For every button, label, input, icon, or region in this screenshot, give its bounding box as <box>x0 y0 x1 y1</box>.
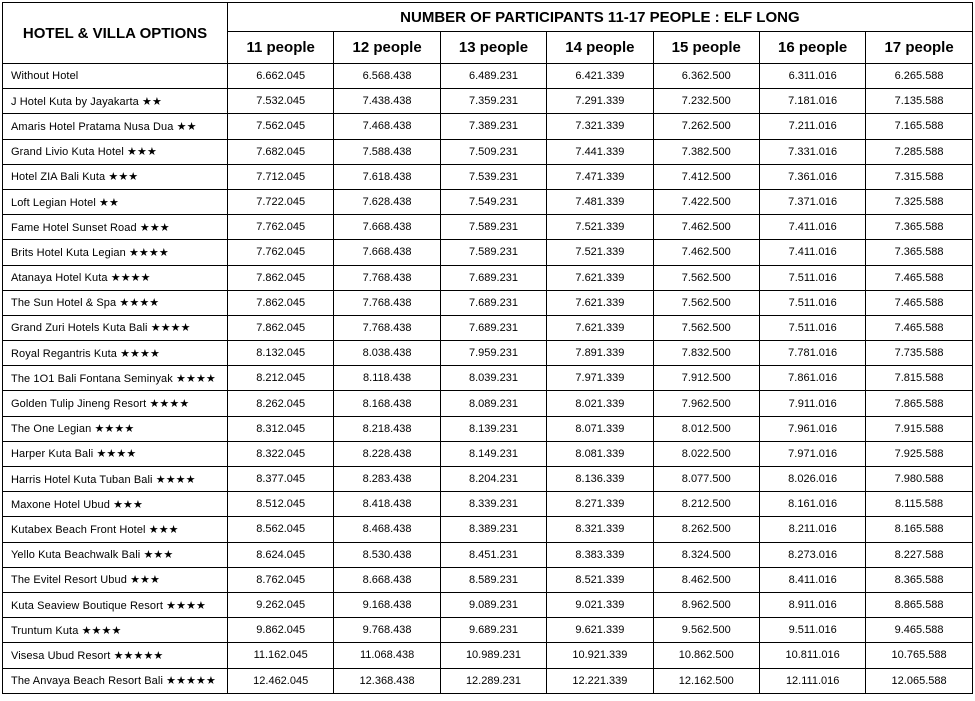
hotel-name-cell: Amaris Hotel Pratama Nusa Dua ★★ <box>3 114 228 139</box>
price-cell: 7.768.438 <box>334 265 440 290</box>
price-cell: 7.621.339 <box>547 315 653 340</box>
hotel-name-cell: Golden Tulip Jineng Resort ★★★★ <box>3 391 228 416</box>
price-cell: 9.862.045 <box>228 618 334 643</box>
table-row <box>3 164 973 189</box>
price-cell: 12.368.438 <box>334 668 440 693</box>
price-cell: 7.781.016 <box>759 341 865 366</box>
price-cell: 11.068.438 <box>334 643 440 668</box>
price-cell: 8.339.231 <box>440 492 546 517</box>
price-cell: 8.324.500 <box>653 542 759 567</box>
price-cell: 7.915.588 <box>866 416 972 441</box>
price-cell: 8.462.500 <box>653 567 759 592</box>
hotel-name-cell: Royal Regantris Kuta ★★★★ <box>3 341 228 366</box>
hotel-name-cell: Fame Hotel Sunset Road ★★★ <box>3 215 228 240</box>
table-row <box>3 592 973 617</box>
price-cell: 8.012.500 <box>653 416 759 441</box>
price-cell: 9.262.045 <box>228 592 334 617</box>
price-cell: 8.530.438 <box>334 542 440 567</box>
price-cell: 8.521.339 <box>547 567 653 592</box>
price-cell: 6.489.231 <box>440 64 546 89</box>
price-cell: 8.139.231 <box>440 416 546 441</box>
price-cell: 8.418.438 <box>334 492 440 517</box>
table-row <box>3 391 973 416</box>
price-cell: 7.325.588 <box>866 189 972 214</box>
price-cell: 7.925.588 <box>866 441 972 466</box>
price-cell: 12.111.016 <box>759 668 865 693</box>
price-cell: 7.959.231 <box>440 341 546 366</box>
table-row <box>3 114 973 139</box>
price-cell: 7.668.438 <box>334 240 440 265</box>
price-cell: 7.382.500 <box>653 139 759 164</box>
price-cell: 8.451.231 <box>440 542 546 567</box>
price-cell: 7.961.016 <box>759 416 865 441</box>
price-cell: 7.262.500 <box>653 114 759 139</box>
price-cell: 8.668.438 <box>334 567 440 592</box>
table-row <box>3 315 973 340</box>
price-cell: 8.273.016 <box>759 542 865 567</box>
price-cell: 8.321.339 <box>547 517 653 542</box>
price-cell: 9.465.588 <box>866 618 972 643</box>
table-row <box>3 139 973 164</box>
price-cell: 7.521.339 <box>547 240 653 265</box>
price-cell: 7.712.045 <box>228 164 334 189</box>
price-cell: 8.115.588 <box>866 492 972 517</box>
price-cell: 7.689.231 <box>440 290 546 315</box>
hotel-name-cell: Atanaya Hotel Kuta ★★★★ <box>3 265 228 290</box>
price-cell: 7.532.045 <box>228 89 334 114</box>
participants-header: NUMBER OF PARTICIPANTS 11-17 PEOPLE : ELF LONG <box>228 3 973 32</box>
column-header: 12 people <box>334 32 440 64</box>
price-cell: 8.624.045 <box>228 542 334 567</box>
header-row-main <box>3 3 973 32</box>
price-cell: 7.562.500 <box>653 290 759 315</box>
price-cell: 9.089.231 <box>440 592 546 617</box>
price-cell: 8.212.045 <box>228 366 334 391</box>
price-cell: 8.312.045 <box>228 416 334 441</box>
price-cell: 7.361.016 <box>759 164 865 189</box>
price-cell: 8.562.045 <box>228 517 334 542</box>
table-row <box>3 240 973 265</box>
price-cell: 7.689.231 <box>440 265 546 290</box>
price-cell: 8.389.231 <box>440 517 546 542</box>
price-cell: 7.291.339 <box>547 89 653 114</box>
price-cell: 7.562.045 <box>228 114 334 139</box>
price-cell: 10.921.339 <box>547 643 653 668</box>
price-cell: 7.471.339 <box>547 164 653 189</box>
price-cell: 7.465.588 <box>866 290 972 315</box>
price-cell: 8.132.045 <box>228 341 334 366</box>
hotel-options-header: HOTEL & VILLA OPTIONS <box>3 3 228 64</box>
column-header: 14 people <box>547 32 653 64</box>
price-cell: 7.735.588 <box>866 341 972 366</box>
hotel-name-cell: Kutabex Beach Front Hotel ★★★ <box>3 517 228 542</box>
price-cell: 7.722.045 <box>228 189 334 214</box>
price-cell: 8.383.339 <box>547 542 653 567</box>
price-cell: 8.165.588 <box>866 517 972 542</box>
column-header: 15 people <box>653 32 759 64</box>
table-row <box>3 441 973 466</box>
price-cell: 7.511.016 <box>759 290 865 315</box>
hotel-name-cell: Kuta Seaview Boutique Resort ★★★★ <box>3 592 228 617</box>
price-cell: 8.168.438 <box>334 391 440 416</box>
price-cell: 6.311.016 <box>759 64 865 89</box>
price-cell: 7.588.438 <box>334 139 440 164</box>
price-cell: 9.689.231 <box>440 618 546 643</box>
table-row <box>3 416 973 441</box>
price-cell: 7.389.231 <box>440 114 546 139</box>
price-cell: 7.511.016 <box>759 315 865 340</box>
price-cell: 12.289.231 <box>440 668 546 693</box>
price-cell: 10.765.588 <box>866 643 972 668</box>
table-row <box>3 89 973 114</box>
table-row <box>3 189 973 214</box>
price-cell: 8.271.339 <box>547 492 653 517</box>
price-cell: 8.228.438 <box>334 441 440 466</box>
price-cell: 7.411.016 <box>759 215 865 240</box>
hotel-name-cell: Loft Legian Hotel ★★ <box>3 189 228 214</box>
hotel-name-cell: Harper Kuta Bali ★★★★ <box>3 441 228 466</box>
price-cell: 8.865.588 <box>866 592 972 617</box>
table-body <box>3 64 973 694</box>
price-cell: 6.421.339 <box>547 64 653 89</box>
hotel-name-cell: The Sun Hotel & Spa ★★★★ <box>3 290 228 315</box>
price-cell: 8.262.500 <box>653 517 759 542</box>
hotel-name-cell: Yello Kuta Beachwalk Bali ★★★ <box>3 542 228 567</box>
price-cell: 7.441.339 <box>547 139 653 164</box>
price-cell: 7.618.438 <box>334 164 440 189</box>
price-cell: 7.980.588 <box>866 467 972 492</box>
price-cell: 6.568.438 <box>334 64 440 89</box>
hotel-name-cell: Without Hotel <box>3 64 228 89</box>
price-cell: 11.162.045 <box>228 643 334 668</box>
table-row <box>3 366 973 391</box>
hotel-name-cell: Grand Livio Kuta Hotel ★★★ <box>3 139 228 164</box>
price-cell: 8.411.016 <box>759 567 865 592</box>
price-cell: 7.589.231 <box>440 240 546 265</box>
price-cell: 9.562.500 <box>653 618 759 643</box>
price-cell: 8.022.500 <box>653 441 759 466</box>
table-row <box>3 467 973 492</box>
price-cell: 8.136.339 <box>547 467 653 492</box>
hotel-name-cell: The Evitel Resort Ubud ★★★ <box>3 567 228 592</box>
price-cell: 6.662.045 <box>228 64 334 89</box>
price-cell: 7.468.438 <box>334 114 440 139</box>
price-cell: 7.589.231 <box>440 215 546 240</box>
table-row <box>3 290 973 315</box>
price-cell: 7.865.588 <box>866 391 972 416</box>
price-cell: 7.911.016 <box>759 391 865 416</box>
price-cell: 7.668.438 <box>334 215 440 240</box>
price-cell: 8.081.339 <box>547 441 653 466</box>
price-cell: 7.621.339 <box>547 265 653 290</box>
price-cell: 7.562.500 <box>653 315 759 340</box>
price-cell: 8.218.438 <box>334 416 440 441</box>
price-cell: 9.511.016 <box>759 618 865 643</box>
price-cell: 7.682.045 <box>228 139 334 164</box>
hotel-name-cell: The Anvaya Beach Resort Bali ★★★★★ <box>3 668 228 693</box>
price-cell: 7.962.500 <box>653 391 759 416</box>
price-cell: 7.621.339 <box>547 290 653 315</box>
price-cell: 12.065.588 <box>866 668 972 693</box>
price-cell: 7.331.016 <box>759 139 865 164</box>
price-cell: 8.118.438 <box>334 366 440 391</box>
price-cell: 7.462.500 <box>653 240 759 265</box>
column-header: 17 people <box>866 32 972 64</box>
price-cell: 8.512.045 <box>228 492 334 517</box>
table-row <box>3 542 973 567</box>
price-cell: 7.315.588 <box>866 164 972 189</box>
price-cell: 7.365.588 <box>866 240 972 265</box>
price-cell: 7.365.588 <box>866 215 972 240</box>
price-cell: 7.549.231 <box>440 189 546 214</box>
price-cell: 7.891.339 <box>547 341 653 366</box>
price-cell: 7.768.438 <box>334 290 440 315</box>
table-row <box>3 668 973 693</box>
price-cell: 7.412.500 <box>653 164 759 189</box>
price-cell: 7.462.500 <box>653 215 759 240</box>
price-cell: 8.468.438 <box>334 517 440 542</box>
price-cell: 8.149.231 <box>440 441 546 466</box>
hotel-name-cell: Harris Hotel Kuta Tuban Bali ★★★★ <box>3 467 228 492</box>
hotel-name-cell: The One Legian ★★★★ <box>3 416 228 441</box>
price-cell: 12.462.045 <box>228 668 334 693</box>
column-header: 16 people <box>759 32 865 64</box>
price-cell: 6.362.500 <box>653 64 759 89</box>
price-cell: 10.811.016 <box>759 643 865 668</box>
price-table <box>2 2 973 694</box>
price-cell: 7.971.339 <box>547 366 653 391</box>
column-header: 13 people <box>440 32 546 64</box>
table-row <box>3 517 973 542</box>
hotel-name-cell: Truntum Kuta ★★★★ <box>3 618 228 643</box>
hotel-name-cell: The 1O1 Bali Fontana Seminyak ★★★★ <box>3 366 228 391</box>
price-cell: 8.365.588 <box>866 567 972 592</box>
price-cell: 12.221.339 <box>547 668 653 693</box>
table-row <box>3 567 973 592</box>
price-cell: 8.071.339 <box>547 416 653 441</box>
price-cell: 7.862.045 <box>228 315 334 340</box>
price-cell: 7.815.588 <box>866 366 972 391</box>
price-cell: 7.211.016 <box>759 114 865 139</box>
table-row <box>3 618 973 643</box>
price-cell: 8.262.045 <box>228 391 334 416</box>
hotel-name-cell: Hotel ZIA Bali Kuta ★★★ <box>3 164 228 189</box>
price-cell: 7.768.438 <box>334 315 440 340</box>
price-cell: 8.026.016 <box>759 467 865 492</box>
price-cell: 8.211.016 <box>759 517 865 542</box>
hotel-name-cell: Visesa Ubud Resort ★★★★★ <box>3 643 228 668</box>
price-cell: 7.371.016 <box>759 189 865 214</box>
price-cell: 8.283.438 <box>334 467 440 492</box>
price-cell: 12.162.500 <box>653 668 759 693</box>
hotel-name-cell: Maxone Hotel Ubud ★★★ <box>3 492 228 517</box>
price-cell: 7.862.045 <box>228 265 334 290</box>
price-cell: 8.204.231 <box>440 467 546 492</box>
table-row <box>3 64 973 89</box>
table-row <box>3 492 973 517</box>
price-cell: 6.265.588 <box>866 64 972 89</box>
price-cell: 7.971.016 <box>759 441 865 466</box>
price-cell: 8.589.231 <box>440 567 546 592</box>
price-cell: 7.861.016 <box>759 366 865 391</box>
price-cell: 7.422.500 <box>653 189 759 214</box>
price-cell: 7.135.588 <box>866 89 972 114</box>
price-cell: 7.232.500 <box>653 89 759 114</box>
price-cell: 8.021.339 <box>547 391 653 416</box>
price-cell: 9.621.339 <box>547 618 653 643</box>
price-cell: 7.481.339 <box>547 189 653 214</box>
price-cell: 8.039.231 <box>440 366 546 391</box>
price-cell: 8.161.016 <box>759 492 865 517</box>
price-cell: 7.762.045 <box>228 215 334 240</box>
price-cell: 9.168.438 <box>334 592 440 617</box>
price-cell: 7.562.500 <box>653 265 759 290</box>
price-cell: 7.539.231 <box>440 164 546 189</box>
price-cell: 8.962.500 <box>653 592 759 617</box>
price-cell: 7.411.016 <box>759 240 865 265</box>
price-cell: 8.212.500 <box>653 492 759 517</box>
price-cell: 7.521.339 <box>547 215 653 240</box>
hotel-name-cell: Brits Hotel Kuta Legian ★★★★ <box>3 240 228 265</box>
price-cell: 7.438.438 <box>334 89 440 114</box>
price-cell: 7.509.231 <box>440 139 546 164</box>
price-cell: 7.912.500 <box>653 366 759 391</box>
price-cell: 8.911.016 <box>759 592 865 617</box>
price-cell: 7.321.339 <box>547 114 653 139</box>
price-cell: 7.628.438 <box>334 189 440 214</box>
price-cell: 7.165.588 <box>866 114 972 139</box>
hotel-name-cell: J Hotel Kuta by Jayakarta ★★ <box>3 89 228 114</box>
table-row <box>3 265 973 290</box>
price-cell: 7.465.588 <box>866 265 972 290</box>
table-row <box>3 643 973 668</box>
hotel-name-cell: Grand Zuri Hotels Kuta Bali ★★★★ <box>3 315 228 340</box>
price-cell: 7.689.231 <box>440 315 546 340</box>
price-cell: 8.322.045 <box>228 441 334 466</box>
price-cell: 9.768.438 <box>334 618 440 643</box>
price-cell: 8.038.438 <box>334 341 440 366</box>
price-cell: 8.377.045 <box>228 467 334 492</box>
price-cell: 8.227.588 <box>866 542 972 567</box>
price-cell: 7.285.588 <box>866 139 972 164</box>
price-cell: 7.762.045 <box>228 240 334 265</box>
price-cell: 7.862.045 <box>228 290 334 315</box>
table-row <box>3 215 973 240</box>
price-cell: 7.511.016 <box>759 265 865 290</box>
price-cell: 10.862.500 <box>653 643 759 668</box>
price-cell: 7.181.016 <box>759 89 865 114</box>
price-cell: 7.832.500 <box>653 341 759 366</box>
price-cell: 9.021.339 <box>547 592 653 617</box>
price-cell: 8.089.231 <box>440 391 546 416</box>
table-row <box>3 341 973 366</box>
column-header: 11 people <box>228 32 334 64</box>
price-cell: 7.359.231 <box>440 89 546 114</box>
price-cell: 8.077.500 <box>653 467 759 492</box>
price-cell: 10.989.231 <box>440 643 546 668</box>
price-cell: 7.465.588 <box>866 315 972 340</box>
price-cell: 8.762.045 <box>228 567 334 592</box>
